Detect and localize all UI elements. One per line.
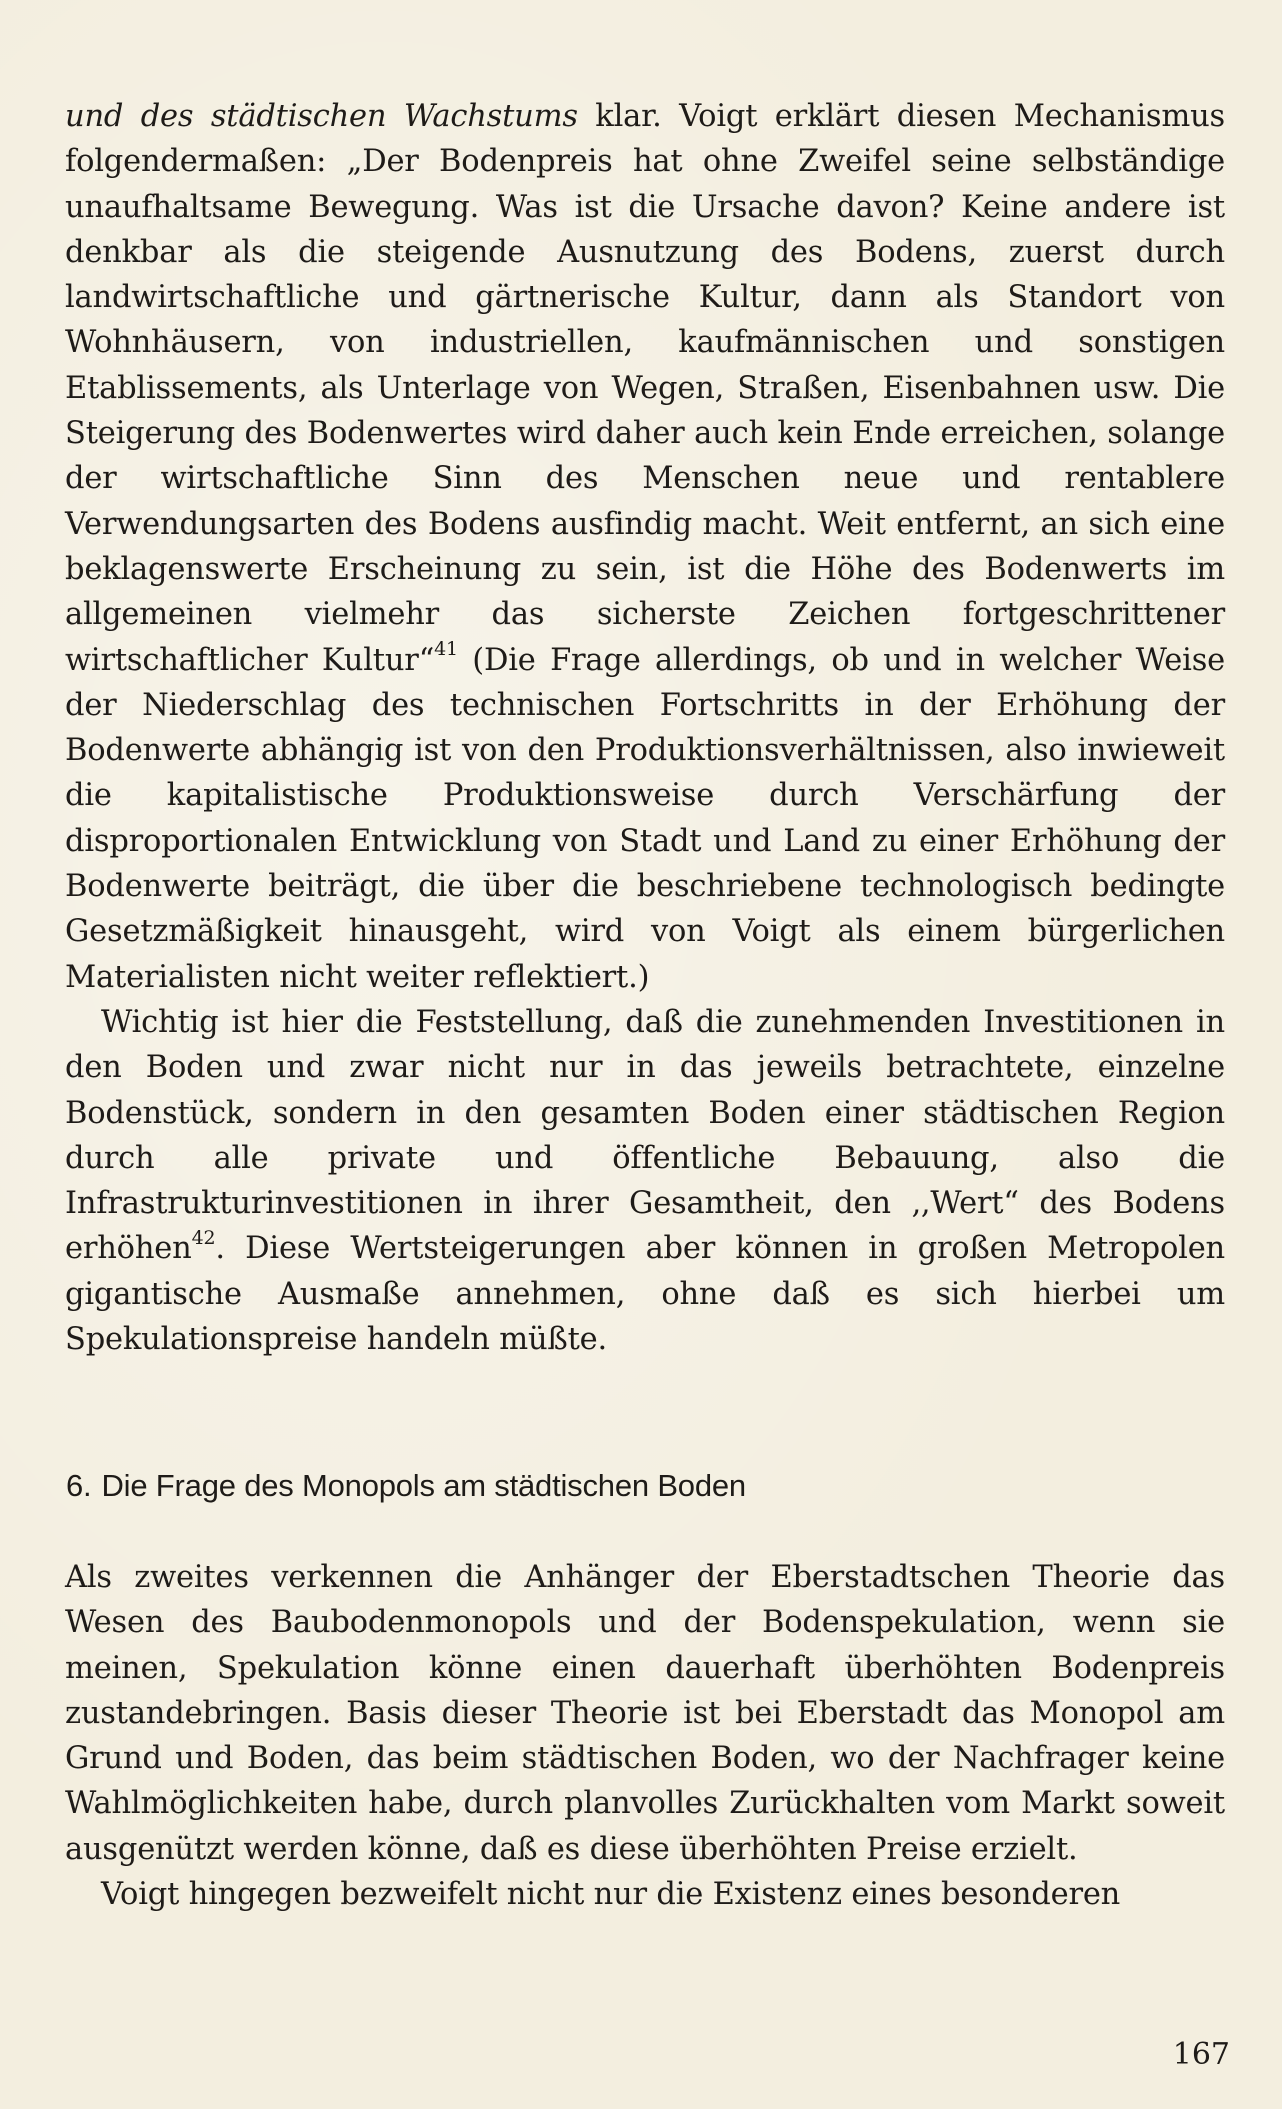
section-title: Die Frage des Monopols am städtischen Boden bbox=[101, 1468, 746, 1503]
section-number: 6. bbox=[66, 1468, 92, 1503]
paragraph bbox=[65, 94, 1225, 1000]
body-text-bottom bbox=[65, 1555, 1225, 1917]
paragraph-text: (Die Frage allerdings, ob und in welcher Weise der Niederschlag des technischen Fortschritts in der Erhöhung der Bodenwerte abhängig ist von den Produktionsverhältnissen, also inwieweit die kapitalistische Produktionsweise durch Verschärfung der disproportionalen Entwicklung von Stadt und Land zu einer Erhöhung der Bodenwerte beiträgt, die über die beschriebene technologisch bedingte Gesetzmäßigkeit hinausgeht, wird von Voigt als einem bürgerlichen Materialisten nicht weiter reflektiert.) bbox=[65, 642, 1225, 995]
page-number: 167 bbox=[1172, 2037, 1230, 2072]
paragraph-text: Wichtig ist hier die Feststellung, daß die zunehmenden Investitionen in den Boden und zwar nicht nur in das jeweils betrachtete, einzelne Bodenstück, sondern in den gesamten Boden einer städtischen Region durch alle private und öffentliche Bebauung, also die Infrastrukturinvestitionen in ihrer Gesamtheit, den ‚,Wert“ des Bodens erhöhen bbox=[65, 1004, 1225, 1267]
paragraph: Als zweites verkennen die Anhänger der Eberstadtschen Theorie das Wesen des Baubodenmonopols und der Bodenspekulation, wenn sie meinen, Spekulation könne einen dauerhaft überhöhten Bodenpreis zustandebringen. Basis dieser Theorie ist bei Eberstadt das Monopol am Grund und Boden, das beim städtischen Boden, wo der Nachfrager keine Wahlmöglichkeiten habe, durch planvolles Zurückhalten vom Markt soweit ausgenützt werden könne, daß es diese überhöhten Preise erzielt. bbox=[65, 1560, 1225, 1867]
footnote-ref: 41 bbox=[434, 638, 458, 661]
italic-phrase: und des städtischen Wachstums bbox=[65, 99, 578, 134]
body-text-top bbox=[65, 94, 1225, 1362]
paragraph bbox=[65, 1000, 1225, 1362]
section-heading bbox=[66, 1468, 746, 1504]
paragraph-text: klar. Voigt erklärt diesen Mechanismus folgendermaßen: „Der Bodenpreis hat ohne Zweifel seine selbständige unaufhaltsame Bewegung. Was ist die Ursache davon? Keine andere ist denkbar als die steigende Ausnutzung des Bodens, zuerst durch landwirtschaftliche und gärtnerische Kultur, dann als Standort von Wohnhäusern, von industriellen, kaufmännischen und sonstigen Etablissements, als Unterlage von Wegen, Straßen, Eisenbahnen usw. Die Steigerung des Bodenwertes wird daher auch kein Ende erreichen, solange der wirtschaftliche Sinn des Menschen neue und rentablere Verwendungsarten des Bodens ausfindig macht. Weit entfernt, an sich eine beklagenswerte Erscheinung zu sein, ist die Höhe des Bodenwerts im allgemeinen vielmehr das sicherste Zeichen fortgeschrittener wirtschaftlicher Kultur“ bbox=[65, 99, 1225, 678]
footnote-ref: 42 bbox=[191, 1227, 216, 1250]
paragraph-text: . Diese Wertsteigerungen aber können in großen Metropolen gigantische Ausmaße annehmen, ohne daß es sich hierbei um Spekulationspreise handeln müßte. bbox=[65, 1231, 1225, 1358]
paragraph: Voigt hingegen bezweifelt nicht nur die Existenz eines besonderen bbox=[101, 1877, 1121, 1913]
